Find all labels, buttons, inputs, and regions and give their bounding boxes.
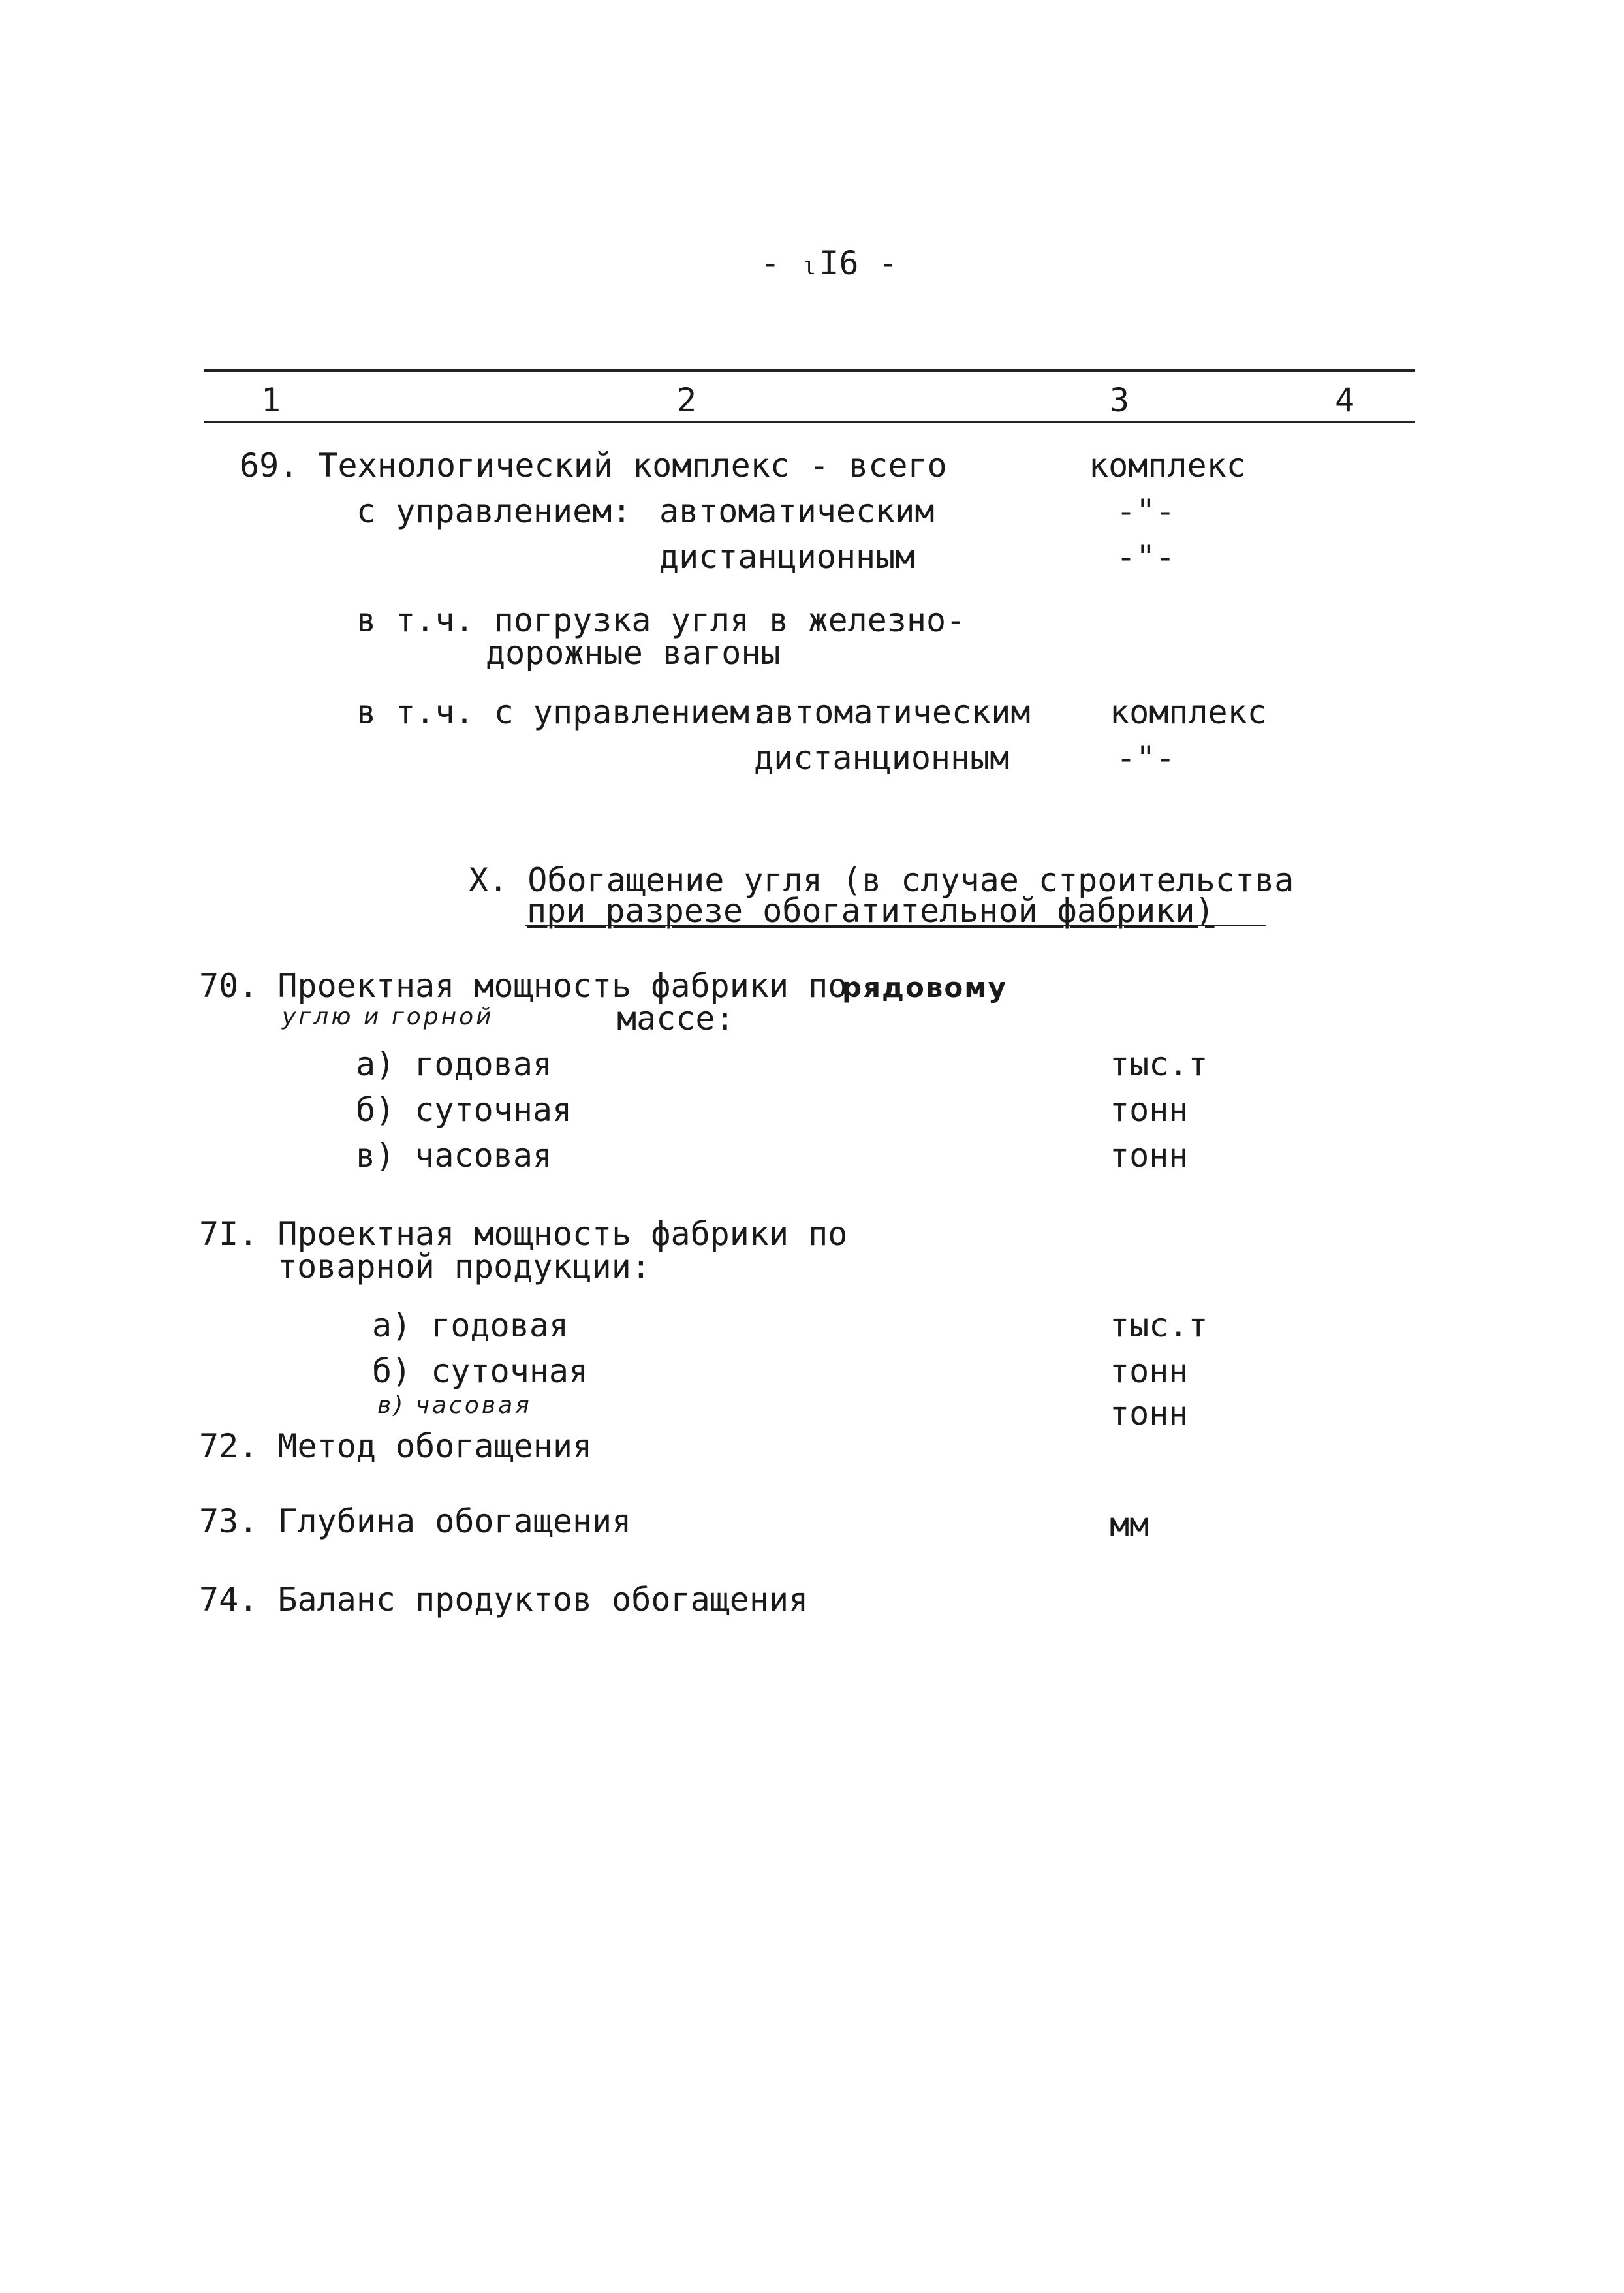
item-69-sub-remote-unit: -"- (1116, 739, 1176, 777)
item-69-unit: комплекс (1089, 447, 1246, 484)
item-69-sub-remote: дистанционным (754, 739, 1010, 777)
table-top-rule (204, 369, 1415, 372)
column-header-1: 1 (261, 381, 281, 419)
section-x-heading-line1: X. Обогащение угля (в случае строительства (469, 861, 1294, 899)
item-71-b-label: б) суточная (372, 1352, 589, 1390)
column-header-4: 4 (1335, 381, 1355, 419)
item-69-sub-automatic: автоматическим (755, 693, 1031, 731)
item-72-title: 72. Метод обогащения (199, 1427, 593, 1465)
item-71-c-label: в) часовая (377, 1392, 532, 1419)
item-69-control-label: с управлением: (356, 492, 632, 530)
page-number: - ₗІ6 - (760, 244, 898, 282)
item-69-loading-line1: в т.ч. погрузка угля в железно- (356, 601, 966, 639)
item-71-b-unit: тонн (1110, 1352, 1189, 1390)
item-70-line1: 70. Проектная мощность фабрики по (199, 967, 848, 1005)
item-70-a-label: а) годовая (356, 1045, 553, 1083)
item-71-line2: товарной продукции: (277, 1248, 651, 1286)
item-71-a-unit: тыс.т (1110, 1306, 1208, 1344)
item-71-line1: 7I. Проектная мощность фабрики по (199, 1215, 848, 1253)
item-73-unit: мм (1110, 1506, 1149, 1543)
column-header-2: 2 (677, 381, 697, 419)
item-69-loading-line2: дорожные вагоны (486, 634, 781, 672)
item-69-remote-unit: -"- (1116, 538, 1176, 576)
item-69-sub-label: в т.ч. с управлением: (356, 693, 770, 731)
item-70-handwritten-phrase: углю и горной (282, 1004, 494, 1030)
item-69-sub-automatic-unit: комплекс (1110, 693, 1267, 731)
section-x-heading-line2: при разрезе обогатительной фабрики) (527, 892, 1215, 930)
column-header-3: 3 (1110, 381, 1130, 419)
item-70-b-unit: тонн (1110, 1091, 1189, 1129)
item-69-automatic: автоматическим (659, 492, 935, 530)
item-73-title: 73. Глубина обогащения (199, 1502, 632, 1540)
item-70-c-label: в) часовая (356, 1137, 553, 1175)
item-69-remote: дистанционным (659, 538, 915, 576)
item-74-title: 74. Баланс продуктов обогащения (199, 1581, 809, 1619)
item-69-title: 69. Технологический комплекс - всего (240, 447, 947, 484)
item-69-automatic-unit: -"- (1116, 492, 1176, 530)
table-header-rule (204, 421, 1415, 423)
section-x-heading-rule (525, 925, 1266, 926)
item-71-a-label: а) годовая (372, 1306, 569, 1344)
item-70-line2-tail: массе: (617, 1000, 735, 1037)
item-71-c-unit: тонн (1110, 1395, 1189, 1432)
item-70-c-unit: тонн (1110, 1137, 1189, 1175)
item-70-a-unit: тыс.т (1110, 1045, 1208, 1083)
item-70-b-label: б) суточная (356, 1091, 572, 1129)
item-70-handwritten-word: рядовому (842, 972, 1007, 1004)
